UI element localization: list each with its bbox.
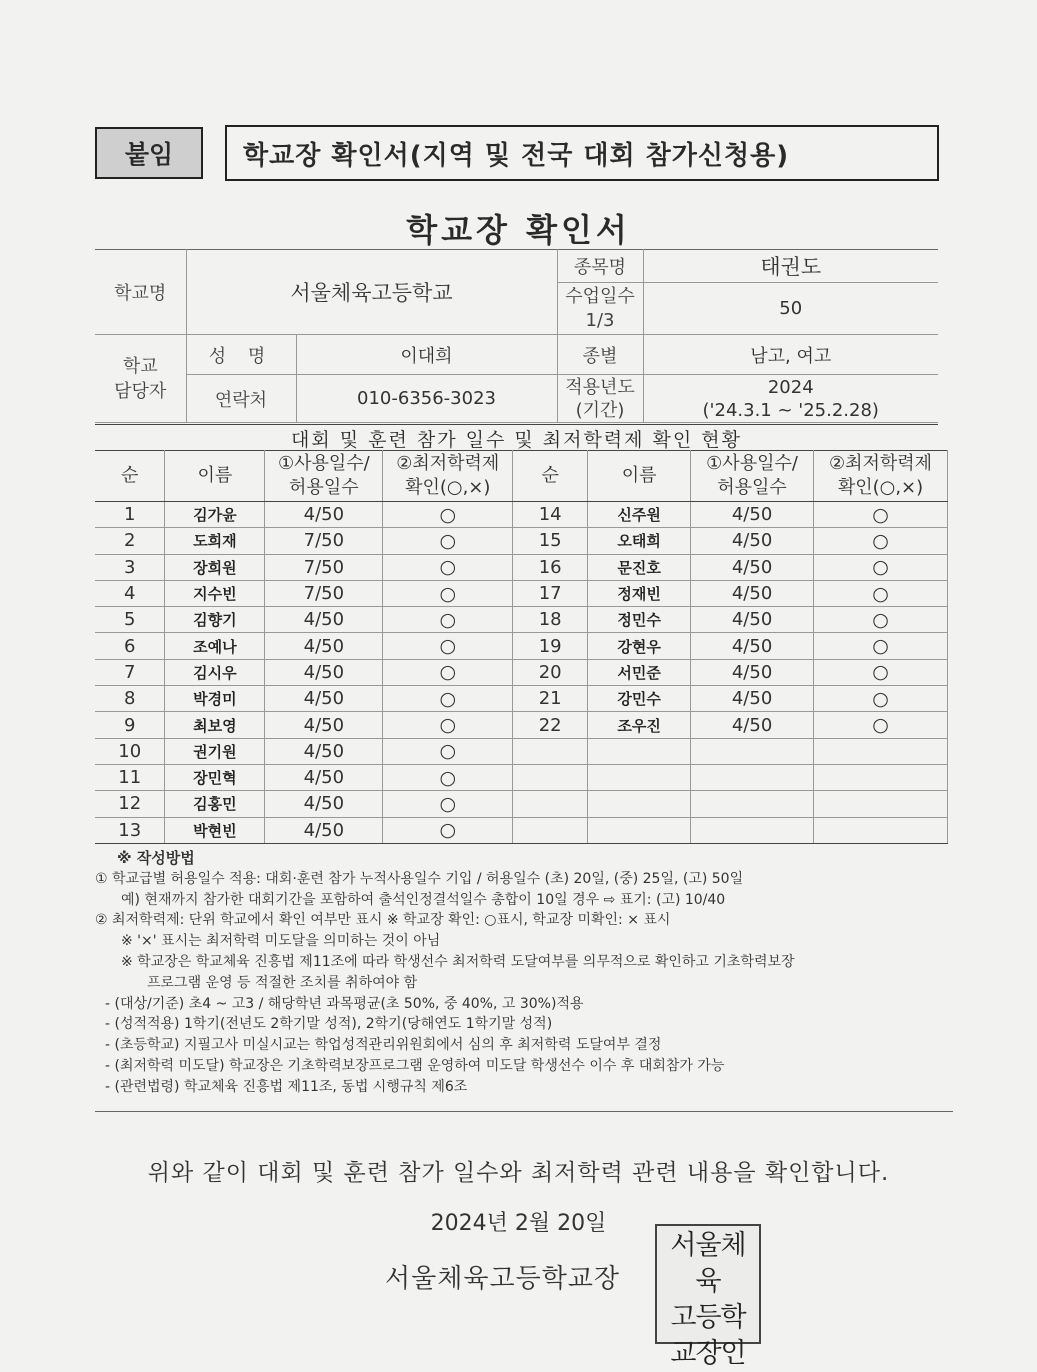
seal-line-2: 고등학 (670, 1302, 746, 1333)
row-days: 4/50 (691, 712, 814, 738)
year-value (643, 375, 938, 423)
issue-date: 2024년 2월 20일 (430, 1211, 607, 1236)
header-days-right-line2: 허용일수 (717, 477, 787, 498)
note-dash-1: - (대상/기준) 초4 ~ 고3 / 해당학년 과목평균(초 50%, 중 40%, 고 30%)적용 (105, 995, 584, 1012)
row-days: 4/50 (691, 686, 814, 712)
header-days-right (691, 451, 814, 502)
row-check: ○ (383, 817, 513, 843)
row-name: 박경미 (165, 686, 265, 712)
row-no: 4 (95, 580, 165, 606)
row-days (691, 817, 814, 843)
header-days-left (265, 451, 383, 502)
row-name: 신주원 (588, 502, 691, 528)
row-no: 22 (513, 712, 588, 738)
row-no: 18 (513, 607, 588, 633)
contact-value: 010-6356-3023 (296, 375, 557, 423)
row-name: 문진호 (588, 554, 691, 580)
row-name (588, 764, 691, 790)
school-value: 서울체육고등학교 (186, 250, 557, 335)
table-row (95, 554, 948, 580)
row-name: 김홍민 (165, 791, 265, 817)
row-check: ○ (814, 554, 948, 580)
row-name: 지수빈 (165, 580, 265, 606)
row-check: ○ (383, 607, 513, 633)
row-check: ○ (814, 686, 948, 712)
contact-label: 연락처 (186, 375, 296, 423)
name-label: 성 명 (186, 335, 296, 375)
table-row (95, 607, 948, 633)
row-days: 4/50 (265, 607, 383, 633)
header-days-right-line1: ①사용일수/ (706, 453, 798, 474)
row-days: 4/50 (691, 554, 814, 580)
row-check: ○ (814, 528, 948, 554)
row-days: 7/50 (265, 554, 383, 580)
confirmation-statement: 위와 같이 대회 및 훈련 참가 일수와 최저학력 관련 내용을 확인합니다. (147, 1160, 890, 1186)
row-check: ○ (383, 554, 513, 580)
row-check: ○ (383, 502, 513, 528)
table-row (95, 738, 948, 764)
gender-label: 종별 (557, 335, 643, 375)
row-no: 16 (513, 554, 588, 580)
row-no: 20 (513, 659, 588, 685)
year-value-line2: ('24.3.1 ~ '25.2.28) (702, 399, 879, 421)
row-name: 서민준 (588, 659, 691, 685)
row-name: 권기원 (165, 738, 265, 764)
row-days: 4/50 (265, 817, 383, 843)
notes-divider (95, 1111, 953, 1112)
roster-title: 대회 및 훈련 참가 일수 및 최저학력제 확인 현황 (95, 424, 938, 453)
class-days-value: 50 (643, 283, 938, 335)
row-name (588, 738, 691, 764)
note-4b: 프로그램 운영 등 적절한 조치를 취하여야 함 (147, 974, 418, 991)
class-days-label (557, 283, 643, 335)
table-row (95, 686, 948, 712)
info-table (95, 249, 938, 423)
table-row (95, 659, 948, 685)
row-no (513, 791, 588, 817)
row-name: 조우진 (588, 712, 691, 738)
row-no: 11 (95, 764, 165, 790)
row-days: 4/50 (691, 607, 814, 633)
row-no (513, 817, 588, 843)
row-no: 10 (95, 738, 165, 764)
row-no: 7 (95, 659, 165, 685)
row-name: 조예나 (165, 633, 265, 659)
row-check (814, 738, 948, 764)
year-label-line2: (기간) (575, 399, 625, 421)
row-days: 4/50 (691, 580, 814, 606)
table-row (95, 712, 948, 738)
row-check: ○ (383, 580, 513, 606)
row-days: 4/50 (691, 659, 814, 685)
roster-table (95, 450, 948, 844)
row-no (513, 764, 588, 790)
row-check: ○ (383, 791, 513, 817)
note-dash-4: - (최저학력 미도달) 학교장은 기초학력보장프로그램 운영하여 미도달 학생선수 이수 후 대회참가 가능 (105, 1057, 725, 1074)
manager-label-line1: 학교 (122, 355, 158, 377)
sport-value: 태권도 (643, 250, 938, 283)
note-dash-2: - (성적적용) 1학기(전년도 2학기말 성적), 2학기(당해연도 1학기말 성적) (105, 1016, 553, 1033)
row-name: 오태희 (588, 528, 691, 554)
row-no: 2 (95, 528, 165, 554)
header-no-left: 순 (95, 451, 165, 502)
year-label (557, 375, 643, 423)
gender-value: 남고, 여고 (643, 335, 938, 375)
row-no: 9 (95, 712, 165, 738)
row-no: 3 (95, 554, 165, 580)
row-name (588, 817, 691, 843)
row-check: ○ (814, 580, 948, 606)
row-no: 19 (513, 633, 588, 659)
row-days: 4/50 (265, 791, 383, 817)
row-no: 21 (513, 686, 588, 712)
table-row (95, 528, 948, 554)
attachment-tag: 붙임 (95, 127, 203, 179)
row-no: 12 (95, 791, 165, 817)
row-check: ○ (383, 764, 513, 790)
row-no: 1 (95, 502, 165, 528)
row-check: ○ (814, 659, 948, 685)
row-days: 4/50 (265, 764, 383, 790)
main-title: 학교장 확인서 (406, 211, 631, 249)
header-check-right-line1: ②최저학력제 (828, 453, 933, 474)
row-check (814, 791, 948, 817)
class-days-label-line1: 수업일수 (565, 285, 635, 307)
row-name: 정민수 (588, 607, 691, 633)
row-name: 김가윤 (165, 502, 265, 528)
principal-signature: 서울체육고등학교장 (385, 1264, 621, 1294)
header-check-right-line2: 확인(○,×) (837, 477, 924, 498)
header-check-right (814, 451, 948, 502)
row-name: 박현빈 (165, 817, 265, 843)
row-name: 장희원 (165, 554, 265, 580)
table-row (95, 502, 948, 528)
row-no: 14 (513, 502, 588, 528)
table-row (95, 817, 948, 843)
school-label: 학교명 (95, 250, 186, 335)
note-dash-3: - (초등학교) 지필고사 미실시교는 학업성적관리위원회에서 심의 후 최저학력 도달여부 결정 (105, 1037, 662, 1054)
row-name: 김시우 (165, 659, 265, 685)
seal-line-3: 교장인 (670, 1338, 746, 1369)
notes-section (95, 848, 955, 1098)
table-row (95, 633, 948, 659)
roster-body (95, 502, 948, 844)
name-value: 이대희 (296, 335, 557, 375)
row-name: 정재빈 (588, 580, 691, 606)
row-days: 7/50 (265, 580, 383, 606)
row-days: 4/50 (691, 502, 814, 528)
class-days-label-line2: 1/3 (585, 309, 615, 331)
row-check: ○ (814, 607, 948, 633)
row-no: 5 (95, 607, 165, 633)
row-name: 도희재 (165, 528, 265, 554)
note-2: ② 최저학력제: 단위 학교에서 확인 여부만 표시 ※ 학교장 확인: ○표시, 학교장 미확인: × 표시 (95, 912, 671, 929)
manager-label-line2: 담당자 (114, 380, 167, 402)
row-days: 4/50 (691, 633, 814, 659)
header-name-right: 이름 (588, 451, 691, 502)
row-check: ○ (814, 712, 948, 738)
note-4a: ※ 학교장은 학교체육 진흥법 제11조에 따라 학생선수 최저학력 도달여부를 의무적으로 확인하고 기초학력보장 (121, 953, 795, 970)
row-check: ○ (383, 738, 513, 764)
row-days: 4/50 (265, 738, 383, 764)
row-days: 4/50 (265, 633, 383, 659)
header-check-left-line1: ②최저학력제 (396, 453, 500, 474)
note-3: ※ '×' 표시는 최저학력 미도달을 의미하는 것이 아님 (121, 933, 441, 950)
row-check: ○ (383, 659, 513, 685)
year-value-line1: 2024 (767, 376, 814, 398)
official-seal (655, 1224, 761, 1369)
row-days (691, 791, 814, 817)
row-name: 김향기 (165, 607, 265, 633)
sport-label: 종목명 (557, 250, 643, 283)
row-no (513, 738, 588, 764)
manager-label (95, 335, 186, 423)
row-days: 4/50 (265, 686, 383, 712)
row-name (588, 791, 691, 817)
row-days: 4/50 (265, 712, 383, 738)
row-check: ○ (383, 712, 513, 738)
row-name: 강민수 (588, 686, 691, 712)
row-no: 15 (513, 528, 588, 554)
notes-heading: ※ 작성방법 (117, 849, 195, 867)
row-no: 17 (513, 580, 588, 606)
row-days: 4/50 (691, 528, 814, 554)
note-1a: ① 학교급별 허용일수 적용: 대회·훈련 참가 누적사용일수 기입 / 허용일수 (초) 20일, (중) 25일, (고) 50일 (95, 870, 744, 887)
row-name: 최보영 (165, 712, 265, 738)
row-days (691, 764, 814, 790)
row-check: ○ (383, 528, 513, 554)
row-days: 7/50 (265, 528, 383, 554)
header-name-left: 이름 (165, 451, 265, 502)
row-check: ○ (383, 633, 513, 659)
table-row (95, 580, 948, 606)
row-name: 강현우 (588, 633, 691, 659)
row-check: ○ (814, 502, 948, 528)
year-label-line1: 적용년도 (565, 376, 635, 398)
note-dash-5: - (관련법령) 학교체육 진흥법 제11조, 동법 시행규칙 제6조 (105, 1078, 468, 1095)
row-days: 4/50 (265, 659, 383, 685)
row-days: 4/50 (265, 502, 383, 528)
header-check-left (383, 451, 513, 502)
row-name: 장민혁 (165, 764, 265, 790)
row-no: 6 (95, 633, 165, 659)
table-row (95, 764, 948, 790)
roster-header-row (95, 451, 948, 502)
header-days-left-line2: 허용일수 (289, 477, 359, 498)
row-days (691, 738, 814, 764)
note-1b: 예) 현재까지 참가한 대회기간을 포함하여 출석인정결석일수 총합이 10일 경우 ⇨ 표기: (고) 10/40 (121, 891, 726, 908)
table-row (95, 791, 948, 817)
document-heading: 학교장 확인서(지역 및 전국 대회 참가신청용) (225, 125, 939, 181)
seal-line-1: 서울체육 (670, 1230, 746, 1297)
header-days-left-line1: ①사용일수/ (277, 453, 370, 474)
header-no-right: 순 (513, 451, 588, 502)
row-check (814, 764, 948, 790)
row-check: ○ (814, 633, 948, 659)
row-check (814, 817, 948, 843)
header-check-left-line2: 확인(○,×) (405, 477, 491, 498)
row-no: 13 (95, 817, 165, 843)
row-no: 8 (95, 686, 165, 712)
row-check: ○ (383, 686, 513, 712)
